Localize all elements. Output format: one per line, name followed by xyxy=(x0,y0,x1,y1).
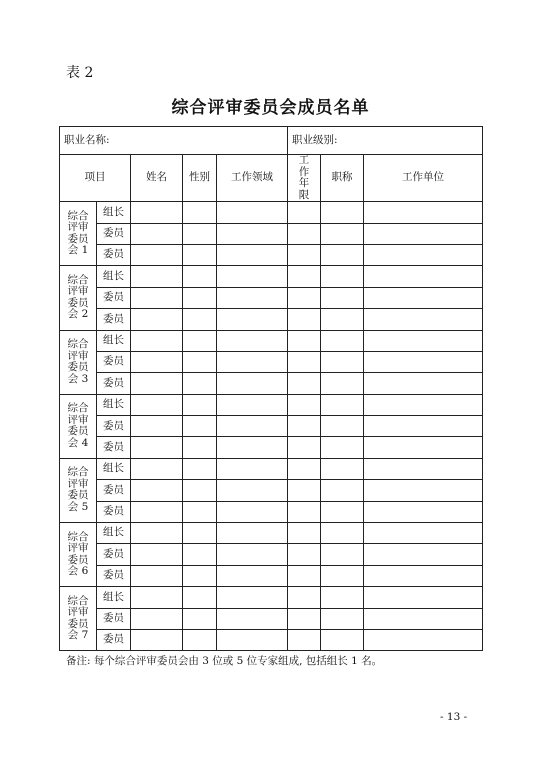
blank-entry-cell[interactable] xyxy=(364,458,483,479)
committee-name-cell xyxy=(60,523,97,587)
table-row xyxy=(60,287,483,308)
table-row xyxy=(60,480,483,501)
blank-entry-cell[interactable] xyxy=(183,501,217,522)
blank-entry-cell[interactable] xyxy=(364,244,483,265)
role-cell: 组长 xyxy=(97,202,131,223)
blank-entry-cell[interactable] xyxy=(183,266,217,287)
table-row xyxy=(60,244,483,265)
committee-name-line: 综合 xyxy=(67,530,89,543)
blank-entry-cell[interactable] xyxy=(131,544,183,565)
committee-name-line: 综合 xyxy=(67,273,89,286)
blank-entry-cell[interactable] xyxy=(364,565,483,586)
blank-entry-cell[interactable] xyxy=(183,608,217,629)
blank-entry-cell[interactable] xyxy=(183,351,217,372)
blank-entry-cell[interactable] xyxy=(364,202,483,223)
blank-entry-cell[interactable] xyxy=(288,544,321,565)
committee-name-line: 评审 xyxy=(67,477,89,490)
role-cell: 组长 xyxy=(97,587,131,608)
committee-name-line: 评审 xyxy=(67,542,89,555)
table-row xyxy=(60,544,483,565)
blank-entry-cell[interactable] xyxy=(183,223,217,244)
field-header: 工作领域 xyxy=(217,155,288,202)
blank-entry-cell[interactable] xyxy=(183,630,217,651)
blank-entry-cell[interactable] xyxy=(321,437,364,458)
table-row xyxy=(60,202,483,223)
gender-header: 性别 xyxy=(183,155,217,202)
committee-name-line: 委员 xyxy=(67,232,89,245)
table-row xyxy=(60,501,483,522)
blank-entry-cell[interactable] xyxy=(183,202,217,223)
role-cell: 组长 xyxy=(97,458,131,479)
committee-name-line: 评审 xyxy=(67,349,89,362)
document-title: 综合评审委员会成员名单 xyxy=(171,98,370,118)
blank-entry-cell[interactable] xyxy=(131,223,183,244)
blank-entry-cell[interactable] xyxy=(364,287,483,308)
blank-entry-cell[interactable] xyxy=(364,523,483,544)
committee-name-cell xyxy=(60,587,97,651)
committee-name-line: 会 3 xyxy=(67,372,89,385)
committee-name-line: 评审 xyxy=(67,606,89,619)
blank-entry-cell[interactable] xyxy=(364,501,483,522)
blank-entry-cell[interactable] xyxy=(217,458,288,479)
role-cell: 组长 xyxy=(97,266,131,287)
blank-entry-cell[interactable] xyxy=(131,244,183,265)
committee-name-line: 委员 xyxy=(67,425,89,438)
blank-entry-cell[interactable] xyxy=(364,587,483,608)
blank-entry-cell[interactable] xyxy=(321,330,364,351)
committee-name-line: 委员 xyxy=(67,296,89,309)
blank-entry-cell[interactable] xyxy=(288,523,321,544)
committee-name-line: 委员 xyxy=(67,553,89,566)
role-cell: 委员 xyxy=(97,309,131,330)
table-row xyxy=(60,523,483,544)
blank-entry-cell[interactable] xyxy=(288,287,321,308)
committee-name-line: 委员 xyxy=(67,361,89,374)
blank-entry-cell[interactable] xyxy=(183,437,217,458)
table-row xyxy=(60,223,483,244)
blank-entry-cell[interactable] xyxy=(321,309,364,330)
blank-entry-cell[interactable] xyxy=(217,437,288,458)
name-header: 姓名 xyxy=(131,155,183,202)
role-cell: 委员 xyxy=(97,351,131,372)
blank-entry-cell[interactable] xyxy=(321,544,364,565)
blank-entry-cell[interactable] xyxy=(183,330,217,351)
blank-entry-cell[interactable] xyxy=(364,394,483,415)
blank-entry-cell[interactable] xyxy=(131,630,183,651)
blank-entry-cell[interactable] xyxy=(364,608,483,629)
blank-entry-cell[interactable] xyxy=(217,266,288,287)
blank-entry-cell[interactable] xyxy=(364,480,483,501)
blank-entry-cell[interactable] xyxy=(288,437,321,458)
committee-name-line: 会 2 xyxy=(67,308,89,321)
committee-name-line: 会 4 xyxy=(67,436,89,449)
committee-name-line: 综合 xyxy=(67,594,89,607)
blank-entry-cell[interactable] xyxy=(217,394,288,415)
blank-entry-cell[interactable] xyxy=(321,351,364,372)
committee-name-line: 会 5 xyxy=(67,501,89,513)
committee-name-line: 评审 xyxy=(67,285,89,298)
table-row xyxy=(60,266,483,287)
table-row xyxy=(60,416,483,437)
blank-entry-cell[interactable] xyxy=(288,309,321,330)
role-cell: 委员 xyxy=(97,373,131,394)
blank-entry-cell[interactable] xyxy=(131,480,183,501)
blank-entry-cell[interactable] xyxy=(321,608,364,629)
blank-entry-cell[interactable] xyxy=(288,416,321,437)
blank-entry-cell[interactable] xyxy=(321,565,364,586)
table-row xyxy=(60,437,483,458)
committee-name-line: 综合 xyxy=(67,338,89,351)
blank-entry-cell[interactable] xyxy=(321,202,364,223)
blank-entry-cell[interactable] xyxy=(183,373,217,394)
blank-entry-cell[interactable] xyxy=(321,223,364,244)
blank-entry-cell[interactable] xyxy=(131,458,183,479)
footnote: 备注: 每个综合评审委员会由 3 位或 5 位专家组成, 包括组长 1 名。 xyxy=(66,655,383,667)
table-label: 表 2 xyxy=(66,65,94,81)
blank-entry-cell[interactable] xyxy=(183,287,217,308)
committee-name-line: 会 7 xyxy=(67,629,89,642)
committee-name-cell xyxy=(60,458,97,522)
blank-entry-cell[interactable] xyxy=(217,330,288,351)
job-info-row xyxy=(60,127,483,155)
role-cell: 组长 xyxy=(97,523,131,544)
blank-entry-cell[interactable] xyxy=(288,565,321,586)
blank-entry-cell[interactable] xyxy=(131,309,183,330)
column-header-row xyxy=(60,155,483,202)
blank-entry-cell[interactable] xyxy=(183,416,217,437)
committee-name-line: 评审 xyxy=(67,413,89,426)
role-cell: 委员 xyxy=(97,244,131,265)
blank-entry-cell[interactable] xyxy=(217,608,288,629)
blank-entry-cell[interactable] xyxy=(288,458,321,479)
blank-entry-cell[interactable] xyxy=(131,587,183,608)
role-cell: 委员 xyxy=(97,437,131,458)
table-row xyxy=(60,373,483,394)
blank-entry-cell[interactable] xyxy=(217,501,288,522)
blank-entry-cell[interactable] xyxy=(131,501,183,522)
blank-entry-cell[interactable] xyxy=(321,266,364,287)
blank-entry-cell[interactable] xyxy=(217,351,288,372)
blank-entry-cell[interactable] xyxy=(183,394,217,415)
blank-entry-cell[interactable] xyxy=(288,266,321,287)
committee-name-line: 综合 xyxy=(67,466,89,479)
table-row xyxy=(60,351,483,372)
role-cell: 委员 xyxy=(97,501,131,522)
blank-entry-cell[interactable] xyxy=(217,309,288,330)
blank-entry-cell[interactable] xyxy=(131,394,183,415)
blank-entry-cell[interactable] xyxy=(131,351,183,372)
blank-entry-cell[interactable] xyxy=(183,309,217,330)
table-row xyxy=(60,565,483,586)
blank-entry-cell[interactable] xyxy=(131,523,183,544)
blank-entry-cell[interactable] xyxy=(321,373,364,394)
blank-entry-cell[interactable] xyxy=(364,416,483,437)
committee-name-cell xyxy=(60,394,97,458)
table-row xyxy=(60,330,483,351)
blank-entry-cell[interactable] xyxy=(131,330,183,351)
blank-entry-cell[interactable] xyxy=(183,544,217,565)
blank-entry-cell[interactable] xyxy=(364,330,483,351)
blank-entry-cell[interactable] xyxy=(217,223,288,244)
role-cell: 委员 xyxy=(97,223,131,244)
blank-entry-cell[interactable] xyxy=(288,244,321,265)
blank-entry-cell[interactable] xyxy=(288,351,321,372)
role-cell: 委员 xyxy=(97,287,131,308)
blank-entry-cell[interactable] xyxy=(321,416,364,437)
table-row xyxy=(60,394,483,415)
project-header: 项目 xyxy=(60,155,131,202)
committee-name-line: 会 6 xyxy=(67,565,89,578)
blank-entry-cell[interactable] xyxy=(364,223,483,244)
blank-entry-cell[interactable] xyxy=(364,309,483,330)
blank-entry-cell[interactable] xyxy=(131,437,183,458)
committee-name-line: 委员 xyxy=(67,489,89,502)
table-row xyxy=(60,630,483,651)
blank-entry-cell[interactable] xyxy=(217,373,288,394)
blank-entry-cell[interactable] xyxy=(288,202,321,223)
blank-entry-cell[interactable] xyxy=(217,565,288,586)
blank-entry-cell[interactable] xyxy=(131,608,183,629)
job-level-field[interactable]: 职业级别: xyxy=(288,127,483,155)
blank-entry-cell[interactable] xyxy=(321,501,364,522)
blank-entry-cell[interactable] xyxy=(217,630,288,651)
role-cell: 委员 xyxy=(97,544,131,565)
blank-entry-cell[interactable] xyxy=(131,202,183,223)
blank-entry-cell[interactable] xyxy=(131,266,183,287)
committee-name-cell xyxy=(60,202,97,266)
blank-entry-cell[interactable] xyxy=(288,630,321,651)
blank-entry-cell[interactable] xyxy=(131,565,183,586)
role-cell: 委员 xyxy=(97,565,131,586)
blank-entry-cell[interactable] xyxy=(288,330,321,351)
title-header: 职称 xyxy=(321,155,364,202)
blank-entry-cell[interactable] xyxy=(217,416,288,437)
role-cell: 委员 xyxy=(97,416,131,437)
blank-entry-cell[interactable] xyxy=(364,544,483,565)
blank-entry-cell[interactable] xyxy=(217,244,288,265)
blank-entry-cell[interactable] xyxy=(183,565,217,586)
blank-entry-cell[interactable] xyxy=(217,287,288,308)
blank-entry-cell[interactable] xyxy=(321,587,364,608)
blank-entry-cell[interactable] xyxy=(364,373,483,394)
page-number: - 13 - xyxy=(440,711,468,723)
table-row xyxy=(60,587,483,608)
blank-entry-cell[interactable] xyxy=(183,244,217,265)
committee-name-line: 综合 xyxy=(67,209,89,222)
role-cell: 组长 xyxy=(97,394,131,415)
blank-entry-cell[interactable] xyxy=(364,351,483,372)
blank-entry-cell[interactable] xyxy=(183,587,217,608)
blank-entry-cell[interactable] xyxy=(321,394,364,415)
blank-entry-cell[interactable] xyxy=(288,587,321,608)
committee-name-line: 会 1 xyxy=(67,244,89,257)
blank-entry-cell[interactable] xyxy=(217,523,288,544)
blank-entry-cell[interactable] xyxy=(288,608,321,629)
role-cell: 组长 xyxy=(97,330,131,351)
blank-entry-cell[interactable] xyxy=(288,373,321,394)
blank-entry-cell[interactable] xyxy=(183,480,217,501)
role-cell: 委员 xyxy=(97,608,131,629)
blank-entry-cell[interactable] xyxy=(288,223,321,244)
blank-entry-cell[interactable] xyxy=(364,630,483,651)
blank-entry-cell[interactable] xyxy=(217,587,288,608)
blank-entry-cell[interactable] xyxy=(364,266,483,287)
committee-name-cell xyxy=(60,266,97,330)
blank-entry-cell[interactable] xyxy=(131,373,183,394)
committee-name-line: 综合 xyxy=(67,402,89,415)
blank-entry-cell[interactable] xyxy=(288,394,321,415)
blank-entry-cell[interactable] xyxy=(217,202,288,223)
years-header-text: 工作年限 xyxy=(298,154,310,201)
blank-entry-cell[interactable] xyxy=(217,544,288,565)
blank-entry-cell[interactable] xyxy=(217,480,288,501)
job-title-field[interactable]: 职业名称: xyxy=(60,127,288,155)
table-row xyxy=(60,309,483,330)
table-row xyxy=(60,608,483,629)
blank-entry-cell[interactable] xyxy=(321,480,364,501)
role-cell: 委员 xyxy=(97,630,131,651)
committee-name-cell xyxy=(60,330,97,394)
table-row xyxy=(60,458,483,479)
blank-entry-cell[interactable] xyxy=(321,287,364,308)
committee-name-line: 评审 xyxy=(67,221,89,234)
committee-name-line: 委员 xyxy=(67,617,89,630)
blank-entry-cell[interactable] xyxy=(131,416,183,437)
blank-entry-cell[interactable] xyxy=(321,244,364,265)
unit-header: 工作单位 xyxy=(364,155,483,202)
blank-entry-cell[interactable] xyxy=(321,523,364,544)
role-cell: 委员 xyxy=(97,480,131,501)
blank-entry-cell[interactable] xyxy=(183,523,217,544)
years-header xyxy=(288,155,321,202)
blank-entry-cell[interactable] xyxy=(364,437,483,458)
blank-entry-cell[interactable] xyxy=(321,458,364,479)
blank-entry-cell[interactable] xyxy=(288,501,321,522)
blank-entry-cell[interactable] xyxy=(288,480,321,501)
committee-roster-table xyxy=(59,126,483,651)
blank-entry-cell[interactable] xyxy=(131,287,183,308)
blank-entry-cell[interactable] xyxy=(321,630,364,651)
blank-entry-cell[interactable] xyxy=(183,458,217,479)
